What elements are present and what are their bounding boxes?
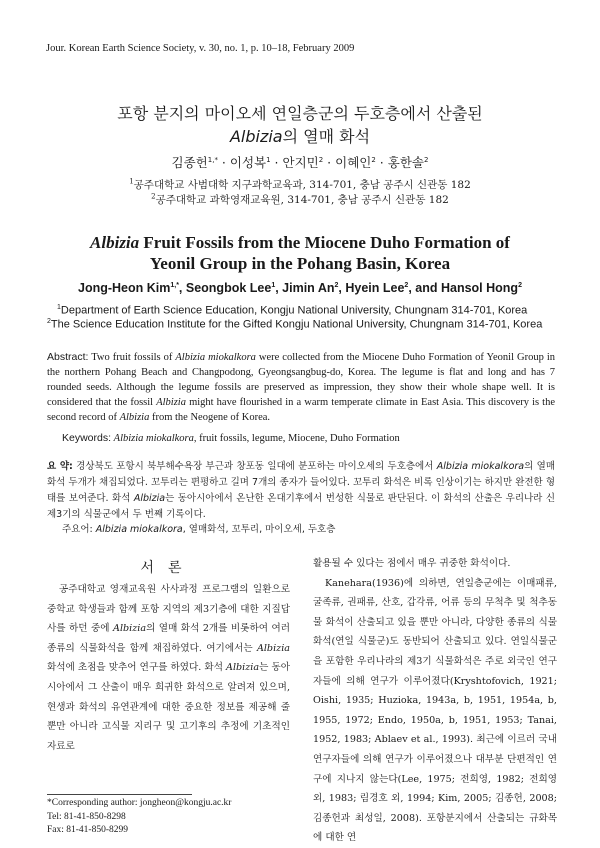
en-author: Jong-Heon Kim [78, 281, 171, 295]
en-author-sup: 2 [404, 281, 409, 289]
abstract-label: Abstract: [47, 351, 89, 363]
section-heading-introduction: 서론 [140, 560, 196, 576]
kr-keywords-label: 주요어: [62, 524, 93, 535]
footnote-corresponding: *Corresponding author: jongheon@kongju.ac.kr [47, 798, 232, 808]
aff-sup: 1 [57, 304, 61, 311]
aff-text: The Science Education Institute for the Gifted Kongju National University, Chungnam 314-701, Korea [50, 318, 543, 331]
korean-affiliation-1 [0, 177, 600, 192]
body-genus: Albizia [113, 623, 147, 635]
footnote-divider [47, 794, 192, 795]
english-title-genus: Albizia [90, 233, 140, 252]
en-author: Jimin An [282, 281, 335, 295]
abstract-text: were collected from the Miocene Duho Formation of Yeonil Group in the northern Pohang Beach and Changpodong, Gyeongsangbug-do, Korea. The legume is flat and long and has 7 rounded seeds. Although the legume fossils are preserved as impression, they show their whole shape well. It is considered that the fossil [47, 352, 555, 408]
kr-abstract-text: 의 열매화석 두개가 채집되었다. 꼬투리는 편평하고 길며 7개의 종자가 들어있다. 꼬투리 화석은 비록 인상이기는 하지만 완전한 형태를 보여준다. 화석 [47, 461, 555, 504]
body-paragraph: Kanehara(1936)에 의하면, 연일층군에는 이매패류, 굴족류, 권패류, 산호, 갑각류, 어류 등의 무척추 및 척추동물 화석이 산출되고 있을 뿐만 아니라, 다양한 종류의 식물화석(연일 식물군)도 동반되어 산출되고 있다. 연일식물군을 포함한 우리나라의 제3기 식물화석은 주로 외국인 연구자들에 의해 연구가 이루어졌다(Kryshtofovich, 1921; Oishi, 1935; Huzioka, 1943a, b, 1951, 1954a, b, 1955, 1972; Endo, 1950a, b, 1951, 1953; Tanai, 1952, 1983; Ablaev et al., 1993). 최근에 이르러 국내 연구자들에 의해 연구가 이루어졌으나 대부분 단편적인 연구에 지나지 않는다(Lee, 1975; 전희영, 1982; 전희영 외, 1983; 림경호 외, 1994; Kim, 2005; 김종헌, 2008; 김종헌과 최성일, 2008). 포항분지에서 산출되는 규화목에 대한 연 [313, 577, 557, 844]
keywords-label: Keywords: [62, 432, 112, 444]
kr-author-sup: 2 [318, 155, 324, 164]
en-author-sup: 2 [518, 281, 522, 289]
keywords-species: Albizia miokalkora [113, 433, 194, 444]
kr-author: 김종헌 [171, 155, 208, 170]
en-author-sup: 1 [271, 281, 276, 289]
kr-author: 이혜인 [335, 155, 372, 170]
footnote-fax: Fax: 81-41-850-8299 [47, 825, 129, 835]
abstract-species: Albizia miokalkora [175, 352, 256, 363]
korean-authors: 김종헌$^{1,*}$ · 이성복$^1$ · 안지민$^2$ · 이혜인$^2$ · 홍한솔$^2$ [171, 155, 429, 170]
english-title-line1 [0, 233, 600, 253]
korean-affiliation-2 [0, 192, 600, 207]
body-text: 공주대학교 영재교육원 사사과정 프로그램의 일환으로 중학교 학생들과 함께 포항 지역의 제3기층에 대한 지질답사를 하던 중에 [47, 584, 290, 635]
en-author: Hyein Lee [345, 281, 405, 295]
korean-abstract [47, 459, 555, 523]
body-paragraph [47, 580, 290, 756]
korean-title-line2 [0, 124, 600, 147]
body-column-left [47, 580, 290, 756]
english-title-rest: Fruit Fossils from the Miocene Duho Formation of [139, 233, 510, 252]
abstract-genus: Albizia [119, 412, 150, 423]
kr-author-sup: 2 [371, 155, 376, 164]
kr-author: 이성복 [229, 155, 267, 170]
journal-header: Jour. Korean Earth Science Society, v. 30, no. 1, p. 10–18, February 2009 [46, 43, 355, 54]
kr-keywords-species: Albizia miokalkora [95, 524, 183, 535]
aff-text: 공주대학교 과학영재교육원, 314-701, 충남 공주시 신관동 182 [155, 194, 449, 206]
body-column-right [313, 554, 557, 848]
korean-title-genus: Albizia [229, 127, 283, 146]
kr-author: 안지민 [282, 155, 319, 170]
english-affiliation-1 [47, 304, 567, 317]
aff-sup: 1 [129, 177, 134, 186]
kr-author: 홍한솔 [387, 155, 424, 170]
abstract-text: Two fruit fossils of [88, 352, 176, 363]
korean-title-rest: 의 열매 화석 [282, 127, 371, 146]
aff-sup: 2 [47, 318, 51, 325]
kr-abstract-genus: Albizia [133, 493, 166, 504]
kr-abstract-label: 요 약: [47, 461, 73, 472]
abstract-genus: Albizia [156, 397, 186, 408]
kr-author-sup: 2 [423, 155, 429, 164]
kr-author-sup: 1,* [207, 155, 218, 164]
body-genus: Albizia [226, 662, 260, 674]
body-text: 는 동아시아에서 그 산출이 매우 희귀한 화석으로 알려져 있으며, 현생과 화석의 유연관계에 대한 중요한 정보를 제공해 줄 뿐만 아니라 고식물 지리구 및 고기후의 추정에 기초적인 자료로 [47, 662, 290, 752]
english-abstract [47, 350, 555, 425]
kr-author-sup: 1 [266, 155, 271, 164]
body-text: 화석에 초점을 맞추어 연구를 하였다. 화석 [47, 662, 227, 674]
korean-title-line1: 포항 분지의 마이오세 연일층군의 두호층에서 산출된 [117, 104, 483, 123]
en-author-sup: 2 [334, 281, 339, 289]
en-author: Hansol Hong [440, 281, 519, 295]
english-affiliation-2 [47, 318, 557, 331]
footnote-tel: Tel: 81-41-850-8298 [47, 811, 126, 822]
kr-abstract-species: Albizia miokalkora [436, 461, 525, 472]
kr-abstract-text: 경상북도 포항시 북부해수욕장 부근과 창포동 일대에 분포하는 마이오세의 두호층에서 [72, 461, 437, 472]
english-keywords [62, 432, 552, 444]
body-text: 의 열매 화석 2개를 비롯하여 여러 종류의 식물화석을 함께 채집하였다. 여기에서는 [47, 623, 290, 654]
aff-text: Department of Earth Science Education, Kongju National University, Chungnam 314-701, Korea [60, 304, 528, 317]
english-authors: Jong-Heon Kim$^{1,*}$, Seongbok Lee$^1$, Jimin An$^2$, Hyein Lee$^2$, and Hansol Hong$^2$ [78, 281, 522, 295]
aff-text: 공주대학교 사범대학 지구과학교육과, 314-701, 충남 공주시 신관동 182 [133, 179, 471, 191]
body-paragraph: 활용될 수 있다는 점에서 매우 귀중한 화석이다. [313, 558, 511, 569]
body-genus: Albizia [256, 642, 290, 654]
kr-abstract-text: 는 동아시아에서 온난한 온대기후에서 번성한 식물로 판단된다. 이 화석의 산출은 우리나라 신제3기의 식물군에서 두 번째 기록이다. [47, 493, 555, 520]
en-author: Seongbok Lee [185, 281, 272, 295]
korean-keywords [62, 521, 552, 535]
english-title-line2: Yeonil Group in the Pohang Basin, Korea [149, 254, 451, 273]
abstract-text: might have flourished in a warm temperate climate in East Asia. This discovery is the second record of [47, 397, 555, 423]
aff-sup: 2 [151, 192, 156, 201]
kr-keywords-rest: , 열매화석, 꼬투리, 마이오세, 두호층 [182, 524, 336, 535]
footnote [47, 797, 297, 838]
en-author-sup: 1,* [170, 281, 179, 289]
abstract-text: from the Neogene of Korea. [149, 412, 271, 423]
keywords-rest: , fruit fossils, legume, Miocene, Duho Formation [193, 433, 400, 444]
